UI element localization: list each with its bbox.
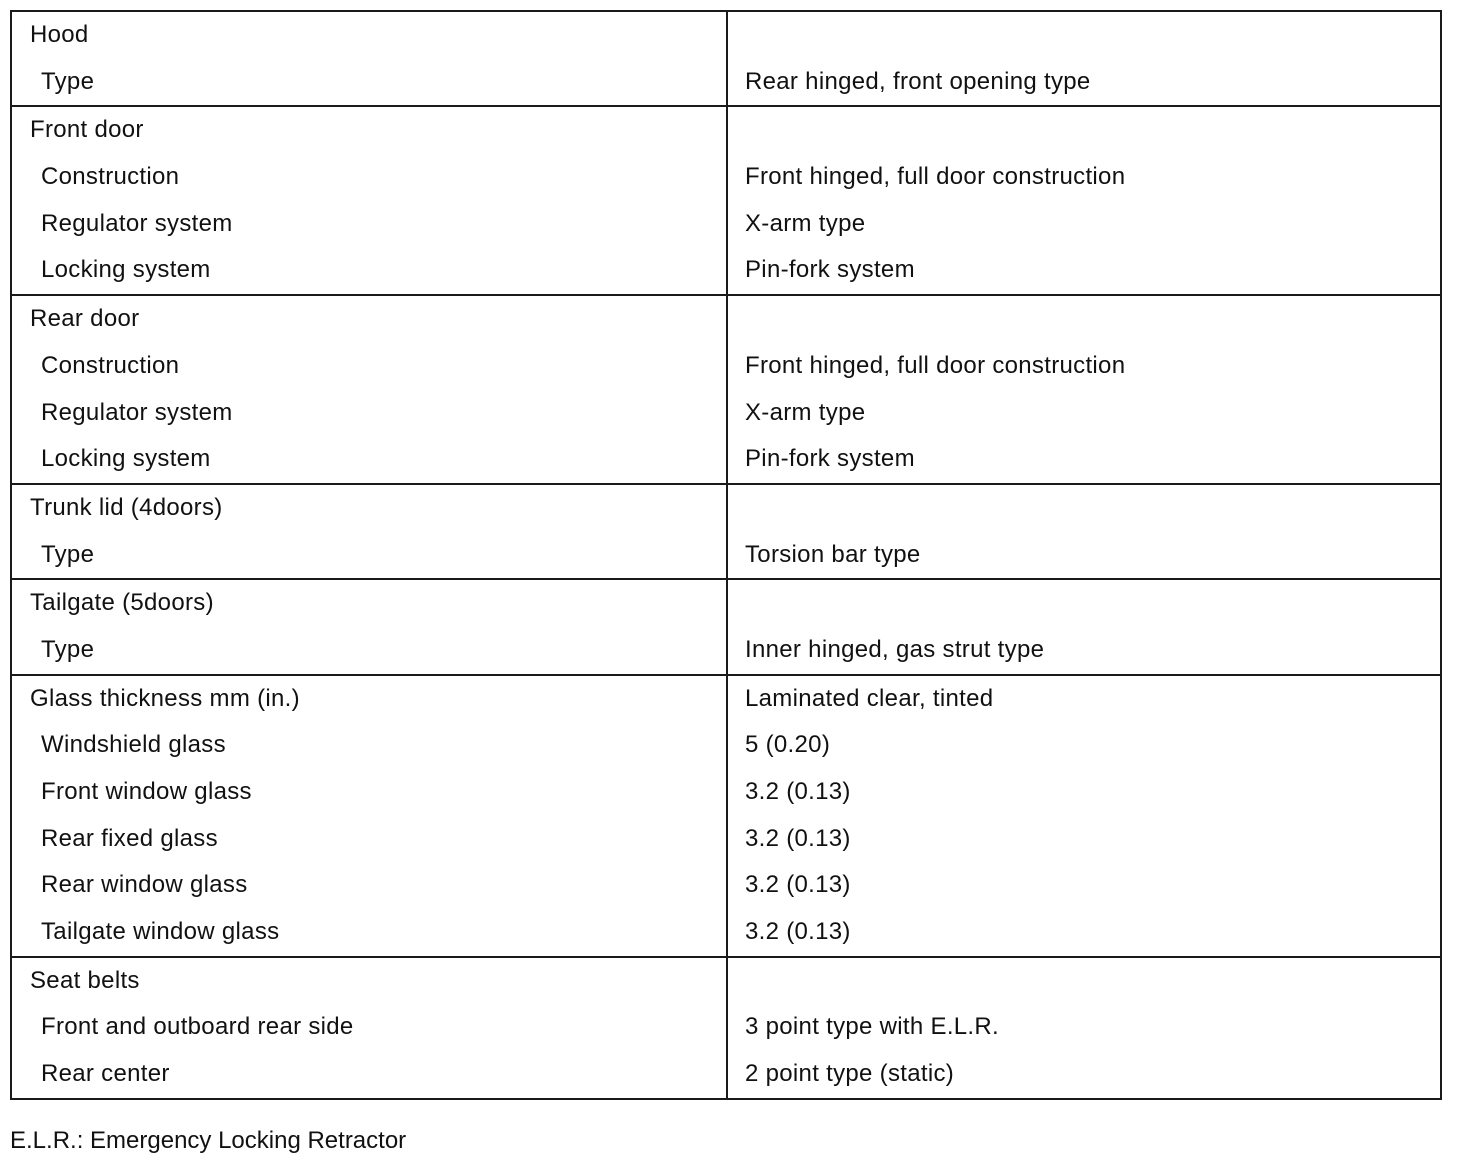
item-label: Type [41, 67, 95, 95]
label-column [12, 107, 728, 294]
label-column [12, 296, 728, 483]
item-label: Front and outboard rear side [41, 1013, 354, 1041]
section-heading-value [728, 958, 1440, 1005]
value-column [728, 580, 1440, 673]
section-front-door [12, 105, 1440, 294]
item-value: 3 point type with E.L.R. [745, 1013, 999, 1041]
section-trunk-lid [12, 483, 1440, 578]
item-label: Construction [41, 163, 180, 191]
section-heading: Tailgate (5doors) [30, 589, 214, 617]
section-heading-value [728, 107, 1440, 154]
label-column [12, 12, 728, 105]
section-seat-belts [12, 956, 1440, 1098]
section-heading-value [728, 12, 1440, 59]
item-value: 2 point type (static) [745, 1060, 955, 1088]
footnote: E.L.R.: Emergency Locking Retractor [10, 1127, 407, 1154]
item-value: Pin-fork system [745, 445, 915, 473]
section-heading-value: Laminated clear, tinted [745, 684, 994, 712]
item-label: Locking system [41, 256, 211, 284]
item-label: Front window glass [41, 778, 252, 805]
item-value: Inner hinged, gas strut type [745, 635, 1045, 663]
item-value: Front hinged, full door construction [745, 351, 1126, 379]
section-rear-door [12, 294, 1440, 483]
section-heading-value [728, 296, 1440, 343]
label-column [12, 676, 728, 956]
item-label: Regulator system [41, 398, 233, 426]
item-value: Front hinged, full door construction [745, 163, 1126, 191]
item-value: 3.2 (0.13) [745, 918, 851, 946]
item-label: Rear center [41, 1060, 170, 1088]
item-value: Rear hinged, front opening type [745, 67, 1091, 95]
section-heading: Rear door [30, 305, 140, 333]
section-tailgate [12, 578, 1440, 673]
value-column [728, 12, 1440, 105]
item-value: 5 (0.20) [745, 731, 831, 759]
item-value: X-arm type [745, 398, 866, 426]
section-heading: Front door [30, 116, 144, 144]
label-column [12, 958, 728, 1098]
value-column [728, 958, 1440, 1098]
section-heading: Hood [30, 21, 89, 48]
item-label: Rear fixed glass [41, 824, 218, 852]
section-glass-thickness [12, 674, 1440, 956]
item-value: Torsion bar type [745, 540, 921, 568]
section-heading-value [728, 485, 1440, 532]
label-column [12, 485, 728, 578]
value-column [728, 107, 1440, 294]
value-column [728, 485, 1440, 578]
item-value: X-arm type [745, 209, 866, 237]
item-label: Type [41, 635, 95, 663]
section-heading: Seat belts [30, 966, 140, 994]
value-column [728, 676, 1440, 956]
item-label: Rear window glass [41, 871, 248, 899]
section-heading-value [728, 580, 1440, 627]
item-value: 3.2 (0.13) [745, 871, 851, 899]
item-label: Construction [41, 351, 180, 379]
label-column [12, 580, 728, 673]
item-label: Locking system [41, 445, 211, 473]
item-label: Regulator system [41, 209, 233, 237]
item-label: Tailgate window glass [41, 918, 280, 946]
spec-table [10, 10, 1442, 1100]
item-label: Type [41, 540, 95, 568]
item-value: 3.2 (0.13) [745, 824, 851, 852]
section-hood [12, 12, 1440, 105]
section-heading: Trunk lid (4doors) [30, 493, 223, 521]
section-heading: Glass thickness mm (in.) [30, 684, 300, 712]
item-label: Windshield glass [41, 731, 226, 759]
value-column [728, 296, 1440, 483]
item-value: 3.2 (0.13) [745, 778, 851, 805]
item-value: Pin-fork system [745, 256, 915, 284]
